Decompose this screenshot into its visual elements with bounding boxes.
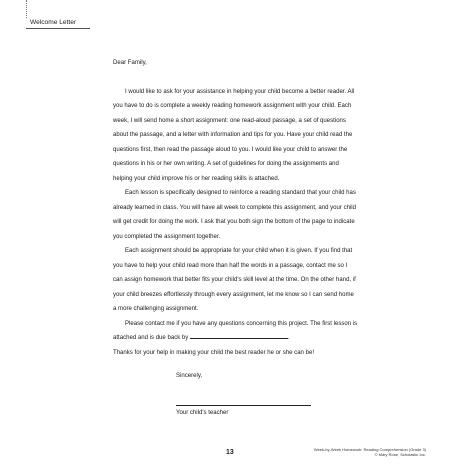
credit-line-2: © Mary Rose, Scholastic Inc. <box>374 452 426 457</box>
letter-body <box>113 56 358 360</box>
closing-text: Please contact me if you have any questions concerning this project. The first lesson is attached and is due back by <box>113 320 358 341</box>
credit-line <box>314 447 426 457</box>
paragraph-4 <box>113 317 358 346</box>
sign-off: Sincerely, <box>176 373 203 379</box>
due-date-blank[interactable] <box>190 332 288 339</box>
paragraph-2: Each lesson is specifically designed to reinforce a reading standard that your child has already learned in class. You will have all week to complete this assignment, and your child will get credit for doing the work. I ask that you both sign the bottom of the page to indicate you completed the assignment together. <box>113 190 357 240</box>
credit-line-1: Week-by-Week Homework: Reading Comprehension (Grade 3) <box>313 447 426 452</box>
paragraph-1: I would like to ask for your assistance in helping your child become a better reader. All you have to do is complete a weekly reading homework assignment with your child. Each week, I will send home a short assignment: one read-aloud passage, a set of questions about the passage, and a letter with information and tips for you. Have your child read the questions first, then read the passage aloud to you. I would like your child to answer the questions in his or her own writing. A set of guidelines for doing the assignments and helping your child improve his or her reading skills is attached. <box>113 88 355 182</box>
signature-label: Your child's teacher <box>176 410 229 416</box>
header-dotted-line <box>26 0 27 18</box>
signature-line[interactable] <box>176 405 311 406</box>
section-label: Welcome Letter <box>30 19 77 26</box>
thanks-line: Thanks for your help in making your child the best reader he or she can be! <box>113 349 315 356</box>
closing-period: . <box>288 335 290 341</box>
page-number: 13 <box>226 449 234 456</box>
greeting: Dear Family, <box>113 60 147 66</box>
paragraph-3: Each assignment should be appropriate for your child when it is given. If you find that you have to help your child read more than half the words in a passage, contact me so I can assign homework that better fits your child's skill level at the time. On the other hand, if your child breezes effortlessly through every assignment, let me know so I can send home a more challenging assignment. <box>113 248 356 312</box>
header-rule <box>26 28 90 29</box>
